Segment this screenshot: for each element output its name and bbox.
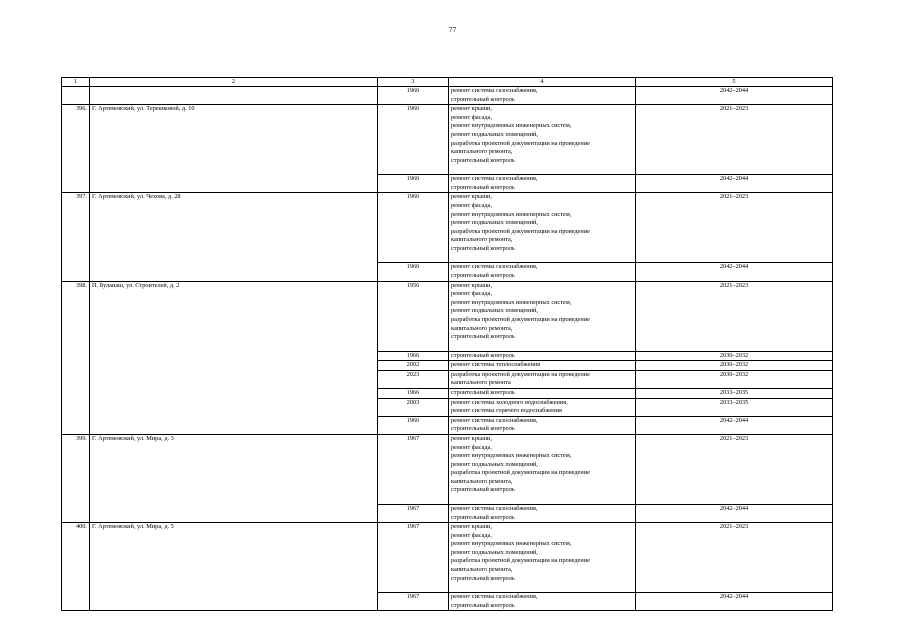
- period-cell: 2042–2044: [636, 416, 833, 434]
- work-item: строительный контроль: [451, 388, 515, 396]
- table-row: [62, 281, 833, 351]
- works-cell: [449, 504, 636, 522]
- row-number-cell: 397.: [62, 193, 90, 281]
- work-item: ремонт системы теплоснабжения: [451, 361, 541, 369]
- work-item: ремонт системы газоснабжения,: [451, 504, 538, 512]
- work-item: ремонт системы холодного водоснабжения,: [451, 398, 568, 406]
- table-row: [62, 87, 833, 105]
- works-cell: [449, 175, 636, 193]
- work-item: ремонт крыши,: [451, 523, 493, 531]
- work-item: разработка проектной документации на проведение: [451, 370, 590, 378]
- header-cell-4: 4: [449, 78, 636, 87]
- table-row: [62, 105, 833, 175]
- period-cell: 2021–2023: [636, 523, 833, 593]
- header-cell-1: 1: [62, 78, 90, 87]
- works-cell: [449, 523, 636, 593]
- year-cell: 1966: [378, 416, 449, 434]
- work-item: строительный контроль: [451, 271, 515, 279]
- work-item: ремонт фасада,: [451, 201, 492, 209]
- works-cell: [449, 281, 636, 351]
- work-item: ремонт крыши,: [451, 281, 493, 289]
- work-item: ремонт внутридомовых инженерных систем,: [451, 122, 572, 130]
- year-cell: 2003: [378, 398, 449, 416]
- work-item: ремонт внутридомовых инженерных систем,: [451, 540, 572, 548]
- period-cell: 2042–2044: [636, 263, 833, 281]
- year-cell: 1967: [378, 504, 449, 522]
- page-number: 77: [448, 25, 457, 34]
- work-item: строительный контроль: [451, 574, 515, 582]
- row-number-cell: 398.: [62, 281, 90, 434]
- header-cell-3: 3: [378, 78, 449, 87]
- work-item: строительный контроль: [451, 95, 515, 103]
- works-cell: [449, 193, 636, 263]
- address-cell: Г. Артемовский, ул. Мира, д. 5: [90, 523, 378, 611]
- work-item: ремонт внутридомовых инженерных систем,: [451, 452, 572, 460]
- year-cell: 1966: [378, 388, 449, 398]
- period-cell: 2030–2032: [636, 370, 833, 388]
- address-cell: Г. Артемовский, ул. Мира, д. 3: [90, 434, 378, 522]
- header-row: [62, 78, 833, 87]
- address-cell: [90, 87, 378, 105]
- work-item: ремонт системы газоснабжения,: [451, 175, 538, 183]
- year-cell: 2002: [378, 361, 449, 371]
- work-item: строительный контроль: [451, 183, 515, 191]
- works-cell: [449, 593, 636, 611]
- period-cell: 2042–2044: [636, 504, 833, 522]
- work-item: разработка проектной документации на проведение: [451, 227, 590, 235]
- work-item: капитального ремонта: [451, 379, 511, 387]
- work-item: ремонт подвальных помещений,: [451, 219, 538, 227]
- work-item: ремонт подвальных помещений,: [451, 460, 538, 468]
- year-cell: 1966: [378, 87, 449, 105]
- row-number-cell: 400.: [62, 523, 90, 611]
- work-item: строительный контроль: [451, 513, 515, 521]
- period-cell: 2021–2023: [636, 434, 833, 504]
- year-cell: 1967: [378, 434, 449, 504]
- work-item: ремонт фасада,: [451, 443, 492, 451]
- works-cell: [449, 263, 636, 281]
- work-item: ремонт подвальных помещений,: [451, 548, 538, 556]
- works-cell: [449, 370, 636, 388]
- year-cell: 1967: [378, 593, 449, 611]
- year-cell: 2023: [378, 370, 449, 388]
- year-cell: 1967: [378, 523, 449, 593]
- table-body: [62, 87, 833, 611]
- year-cell: 1966: [378, 351, 449, 361]
- work-item: капитального ремонта,: [451, 566, 513, 574]
- work-item: капитального ремонта,: [451, 148, 513, 156]
- address-cell: П. Буланаш, ул. Строителей, д. 2: [90, 281, 378, 434]
- work-item: строительный контроль: [451, 156, 515, 164]
- capital-repair-table: [61, 77, 833, 611]
- period-cell: 2021–2023: [636, 281, 833, 351]
- period-cell: 2030–2032: [636, 361, 833, 371]
- work-item: строительный контроль: [451, 351, 515, 359]
- works-cell: [449, 351, 636, 361]
- address-cell: Г. Артемовский, ул. Чехова, д. 28: [90, 193, 378, 281]
- work-item: ремонт системы газоснабжения,: [451, 263, 538, 271]
- work-item: ремонт фасада,: [451, 531, 492, 539]
- works-cell: [449, 105, 636, 175]
- work-item: ремонт системы горячего водоснабжения: [451, 407, 562, 415]
- works-cell: [449, 416, 636, 434]
- work-item: капитального ремонта,: [451, 324, 513, 332]
- row-number-cell: 399.: [62, 434, 90, 522]
- works-cell: [449, 388, 636, 398]
- work-item: ремонт системы газоснабжения,: [451, 87, 538, 94]
- work-item: ремонт внутридомовых инженерных систем,: [451, 210, 572, 218]
- period-cell: 2042–2044: [636, 175, 833, 193]
- table-row: [62, 193, 833, 263]
- work-item: строительный контроль: [451, 333, 515, 341]
- work-item: ремонт системы газоснабжения,: [451, 416, 538, 424]
- work-item: строительный контроль: [451, 486, 515, 494]
- work-item: ремонт подвальных помещений,: [451, 307, 538, 315]
- year-cell: 1966: [378, 193, 449, 263]
- work-item: ремонт фасада,: [451, 290, 492, 298]
- work-item: ремонт внутридомовых инженерных систем,: [451, 298, 572, 306]
- table-row: [62, 523, 833, 593]
- period-cell: 2033–2035: [636, 398, 833, 416]
- work-item: ремонт крыши,: [451, 193, 493, 201]
- period-cell: 2042–2044: [636, 593, 833, 611]
- period-cell: 2021–2023: [636, 105, 833, 175]
- period-cell: 2030–2032: [636, 351, 833, 361]
- works-cell: [449, 398, 636, 416]
- work-item: ремонт крыши,: [451, 105, 493, 113]
- work-item: строительный контроль: [451, 601, 515, 609]
- period-cell: 2033–2035: [636, 388, 833, 398]
- works-cell: [449, 434, 636, 504]
- work-item: строительный контроль: [451, 244, 515, 252]
- address-cell: Г. Артемовский, ул. Терешковой, д. 10: [90, 105, 378, 193]
- work-item: ремонт фасада,: [451, 113, 492, 121]
- period-cell: 2021–2023: [636, 193, 833, 263]
- work-item: капитального ремонта,: [451, 477, 513, 485]
- work-item: разработка проектной документации на проведение: [451, 139, 590, 147]
- header-cell-2: 2: [90, 78, 378, 87]
- header-cell-5: 5: [636, 78, 833, 87]
- work-item: разработка проектной документации на проведение: [451, 557, 590, 565]
- work-item: ремонт крыши,: [451, 434, 493, 442]
- work-item: ремонт подвальных помещений,: [451, 130, 538, 138]
- year-cell: 1956: [378, 281, 449, 351]
- year-cell: 1966: [378, 263, 449, 281]
- work-item: разработка проектной документации на проведение: [451, 315, 590, 323]
- works-cell: [449, 361, 636, 371]
- row-number-cell: 396.: [62, 105, 90, 193]
- year-cell: 1966: [378, 175, 449, 193]
- work-item: ремонт системы газоснабжения,: [451, 593, 538, 601]
- row-number-cell: [62, 87, 90, 105]
- work-item: капитального ремонта,: [451, 236, 513, 244]
- table-row: [62, 434, 833, 504]
- work-item: разработка проектной документации на проведение: [451, 469, 590, 477]
- period-cell: 2042–2044: [636, 87, 833, 105]
- work-item: строительный контроль: [451, 425, 515, 433]
- year-cell: 1966: [378, 105, 449, 175]
- works-cell: [449, 87, 636, 105]
